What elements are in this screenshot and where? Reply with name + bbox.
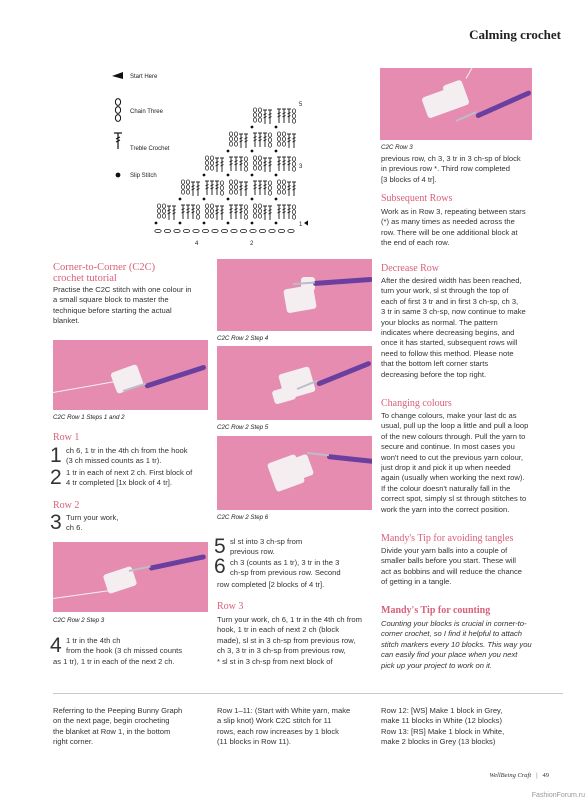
chain-three-icon — [114, 98, 122, 124]
step3-text: Turn your work, ch 6. — [66, 513, 119, 533]
photo-row2-step4 — [217, 259, 372, 331]
changing-colours-heading: Changing colours — [381, 398, 452, 409]
counting-tip-text: Counting your blocks is crucial in corner-to- corner crochet, so I find it helpful to attach stitch markers every 10 blocks. This way you can easily find your place when you next pick up your project to work on it. — [381, 619, 532, 670]
section-divider — [53, 693, 563, 694]
photo-row2-step3 — [53, 542, 208, 612]
step3-number: 3 — [50, 511, 62, 534]
rows-1-11-text: Row 1–11: (Start with White yarn, make a slip knot) Work C2C stitch for 11 rows, each row increases by 1 block (11 blocks in Row 11). — [217, 706, 351, 747]
counting-tip-heading: Mandy's Tip for counting — [381, 605, 491, 616]
page-footer — [489, 772, 549, 779]
rows-12-13-text: Row 12: [WS] Make 1 block in Grey, make 11 blocks in White (12 blocks) Row 13: [RS] Make 1 block in White, make 2 blocks in Grey (13 blocks) — [381, 706, 505, 747]
step6-text-tail: row completed [2 blocks of 4 tr]. — [217, 580, 325, 589]
caption-c2c-row-3: C2C Row 3 — [381, 144, 413, 151]
step2-text: 1 tr in each of next 2 ch. First block of 4 tr completed [1x block of 4 tr]. — [66, 468, 193, 488]
step1-number: 1 — [50, 444, 62, 467]
c2c-intro-text: Practise the C2C stitch with one colour in a small square block to master the technique before starting the actual blanket. — [53, 285, 192, 326]
section-title: Calming crochet — [469, 27, 561, 42]
row3-heading: Row 3 — [217, 601, 244, 612]
legend-chain-three: Chain Three — [130, 109, 163, 115]
watermark: FashionForum.ru — [531, 792, 585, 799]
changing-colours-text: To change colours, make your last dc as usual, pull up the loop a little and pull a loop of the new colours through. Pull the yarn to secure and continue. In most cases you won't need to cut the previous yarn colour, just drop it and pick it up when needed again (usually when working the next row). If the colour doesn't naturally fall in the correct spot, simply sl st through stitches to work the yarn into the correct position. — [381, 411, 529, 514]
step5-text: sl st into 3 ch-sp from previous row. — [230, 537, 303, 557]
page-number: 49 — [542, 772, 549, 779]
row3-continued-text: previous row, ch 3, 3 tr in 3 ch-sp of block in previous row *. Third row completed [3 blocks of 4 tr]. — [381, 154, 521, 184]
treble-crochet-icon — [114, 132, 122, 150]
magazine-name: WellBeing Craft — [489, 772, 532, 779]
photo-row2-step5 — [217, 346, 372, 420]
caption-row2-step4: C2C Row 2 Step 4 — [217, 335, 269, 342]
tangles-tip-text: Divide your yarn balls into a couple of smaller balls before you start. These will act as bobbins and will reduce the chance of getting in a tangle. — [381, 546, 522, 587]
row2-heading: Row 2 — [53, 500, 80, 511]
footer-separator: | — [535, 772, 538, 779]
legend-start-here: Start Here — [130, 74, 158, 80]
decrease-row-text: After the desired width has been reached, turn your work, sl st through the top of each of first 3 tr and in first 3 ch-sp, ch 3, 3 tr in same 3 ch-sp, now continue to make your blocks as normal. The pattern indicates where decreasing begins, and once it has started, subsequent rows will need to follow this method. Please note that the bottom left corner starts decreasing before the top right. — [381, 276, 526, 379]
step4-text: 1 tr in the 4th ch from the hook (3 ch missed counts as 1 tr), 1 tr in each of the next 2 ch. — [53, 636, 183, 666]
subsequent-rows-heading: Subsequent Rows — [381, 193, 453, 204]
step6-text: ch 3 (counts as 1 tr), 3 tr in the 3 ch-sp from previous row. Second — [230, 558, 341, 578]
start-here-icon — [112, 72, 124, 80]
tangles-tip-heading: Mandy's Tip for avoiding tangles — [381, 533, 514, 544]
decrease-row-heading: Decrease Row — [381, 263, 440, 274]
caption-row2-step3: C2C Row 2 Step 3 — [53, 617, 105, 624]
slip-stitch-icon — [114, 171, 122, 179]
chart-col-label-4: 4 — [195, 241, 199, 247]
row1-heading: Row 1 — [53, 432, 80, 443]
chart-row-label-3: 3 — [299, 164, 303, 170]
photo-row1-steps — [53, 340, 208, 410]
c2c-stitch-chart — [148, 85, 308, 255]
chart-row-label-1: 1 — [299, 222, 303, 228]
caption-row2-step5: C2C Row 2 Step 5 — [217, 424, 269, 431]
photo-c2c-row-3 — [380, 68, 532, 140]
referring-text: Referring to the Peeping Bunny Graph on the next page, begin crocheting the blanket at Row 1, in the bottom right corner. — [53, 706, 183, 747]
chart-row-label-5: 5 — [299, 102, 303, 108]
step4-number: 4 — [50, 634, 62, 657]
c2c-tutorial-heading: Corner-to-Corner (C2C) crochet tutorial — [53, 262, 156, 284]
subsequent-rows-text: Work as in Row 3, repeating between stars (*) as many times as needed across the row. There will be one additional block at the end of each row. — [381, 207, 526, 248]
step5-number: 5 — [214, 535, 226, 558]
step2-number: 2 — [50, 466, 62, 489]
chart-col-label-2: 2 — [250, 241, 254, 247]
step1-text: ch 6, 1 tr in the 4th ch from the hook (3 ch missed counts as 1 tr). — [66, 446, 188, 466]
legend-treble-crochet: Treble Crochet — [130, 146, 170, 152]
step6-number: 6 — [214, 555, 226, 578]
legend-slip-stitch: Slip Stitch — [130, 173, 157, 179]
photo-row2-step6 — [217, 436, 372, 510]
row3-text: Turn your work, ch 6, 1 tr in the 4th ch from hook, 1 tr in each of next 2 ch (block made), sl st in 3 ch-sp from previous row, ch 3, 3 tr in 3 ch-sp from previous row, * sl st in 3 ch-sp from next block of — [217, 615, 362, 666]
caption-row1-steps: C2C Row 1 Steps 1 and 2 — [53, 414, 125, 421]
caption-row2-step6: C2C Row 2 Step 6 — [217, 514, 269, 521]
